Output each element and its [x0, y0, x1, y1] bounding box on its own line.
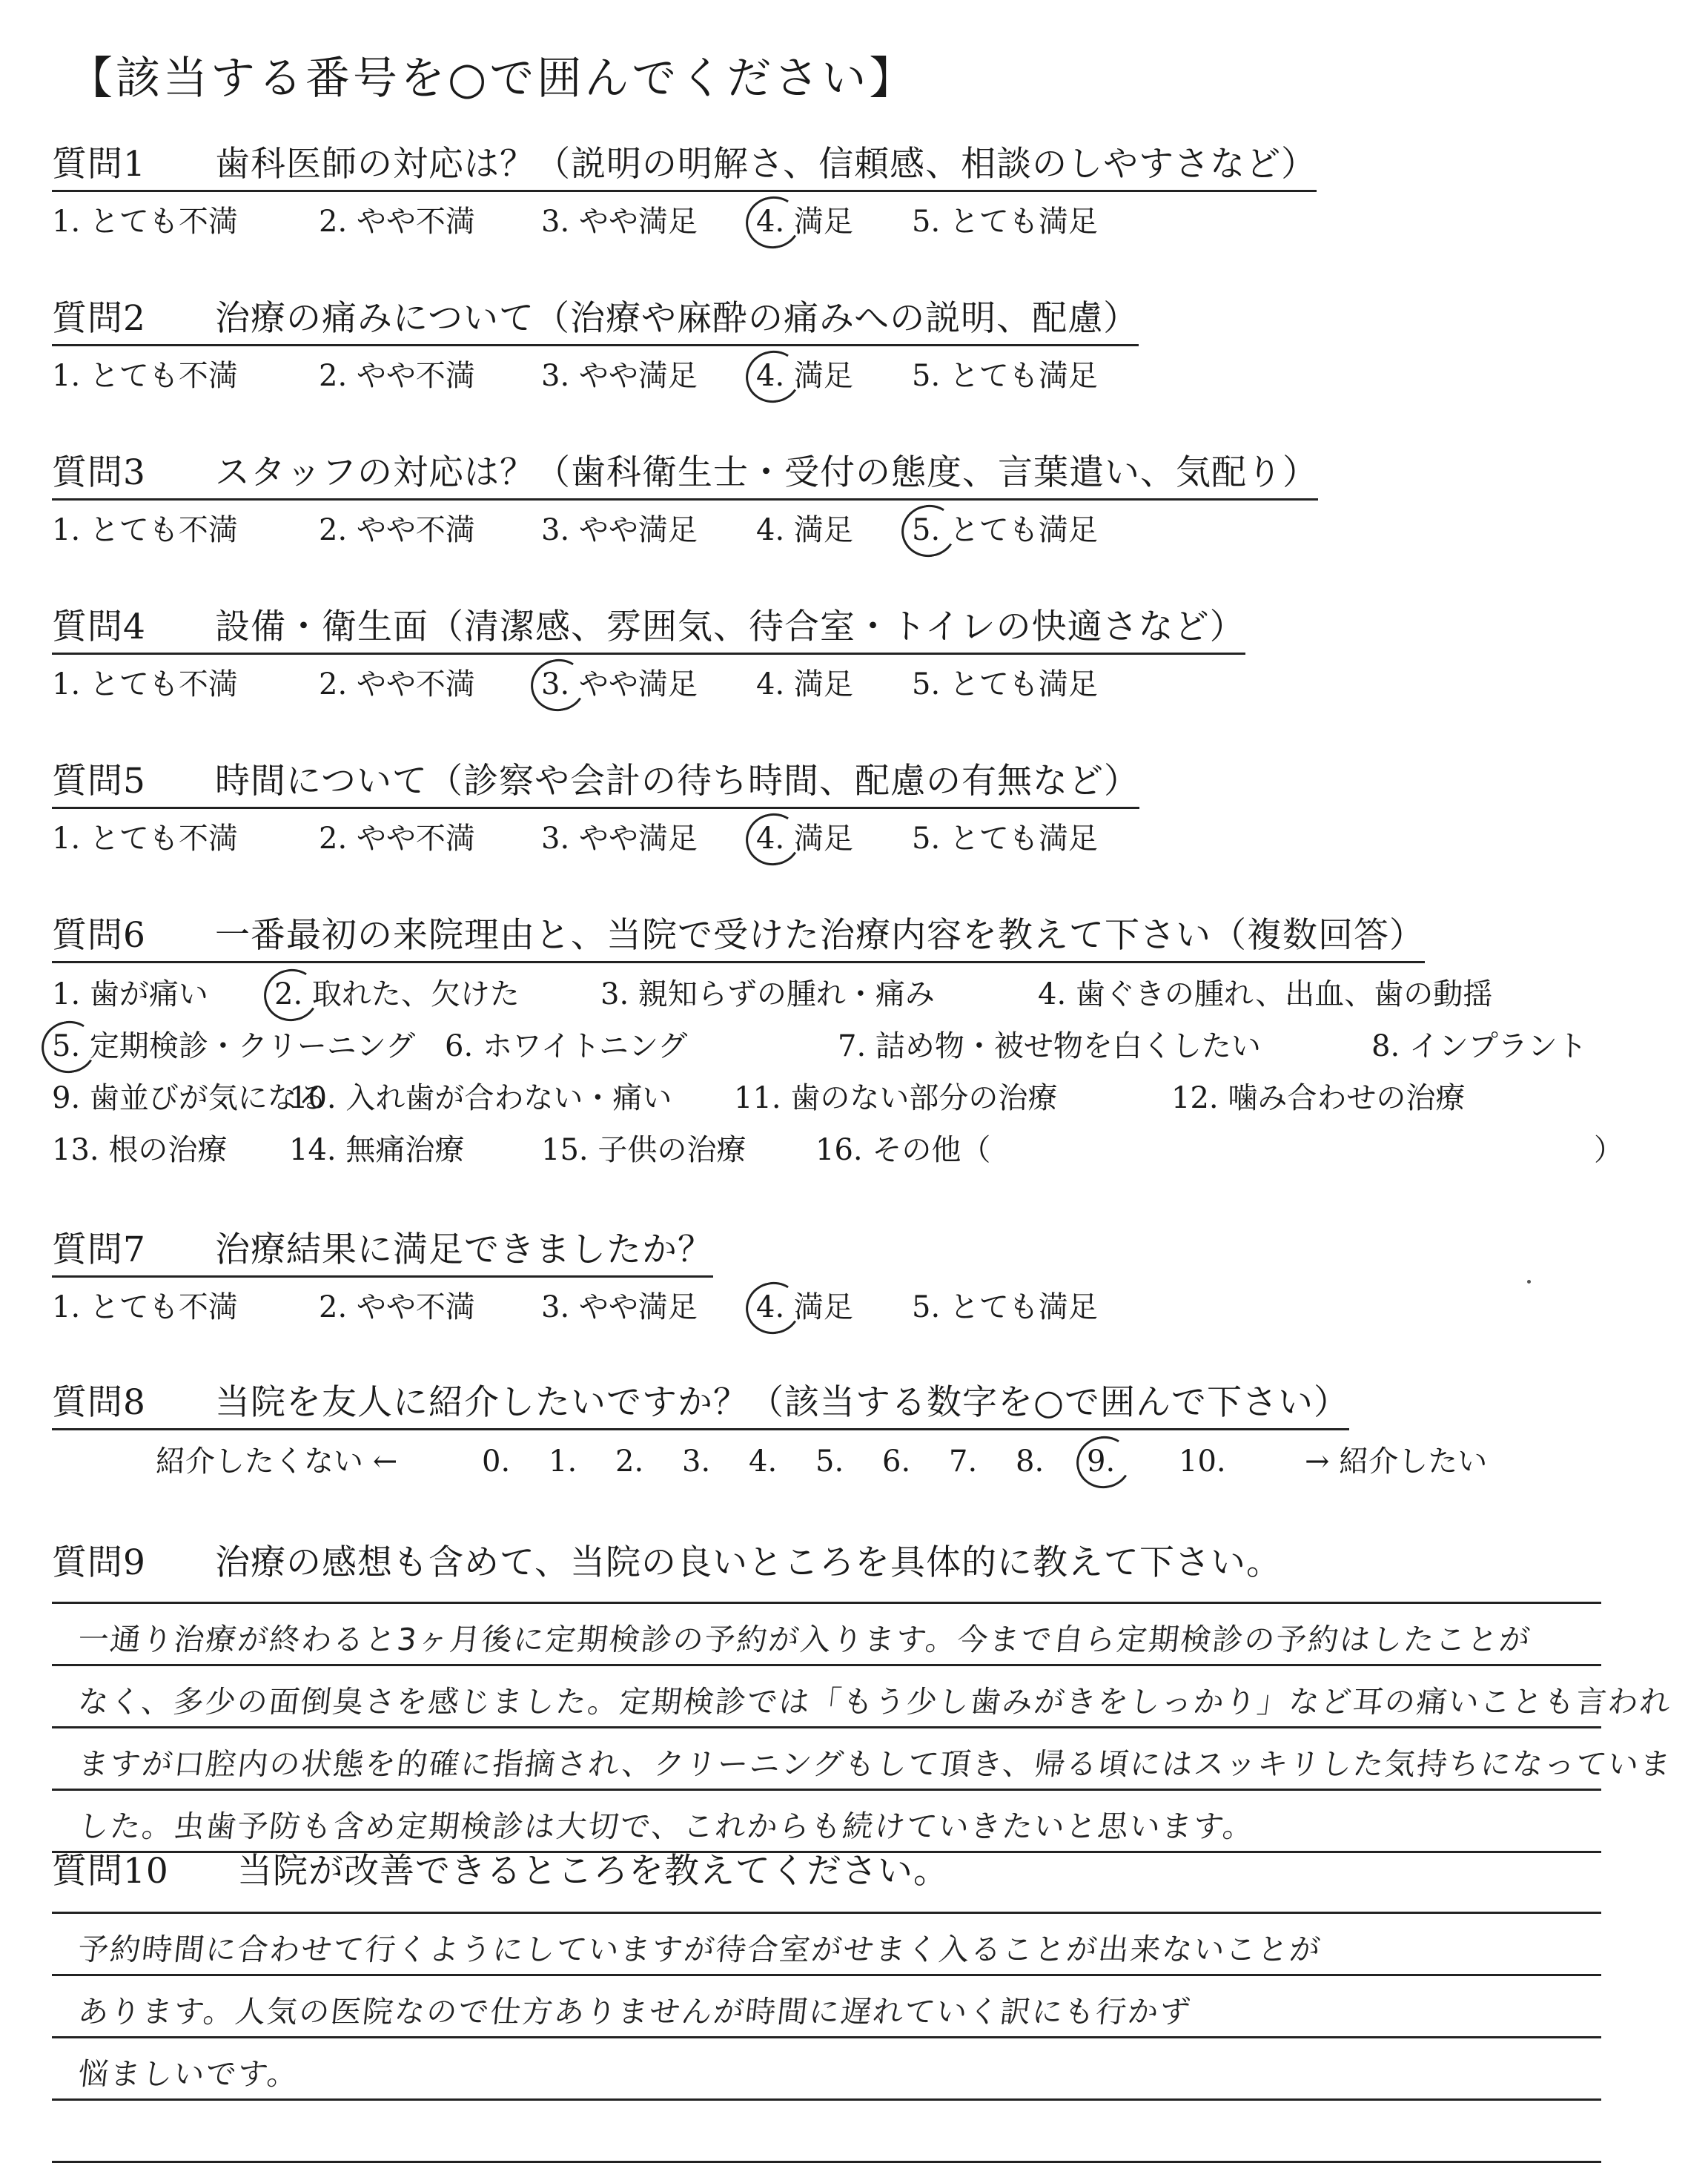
q8-option-5[interactable]: 5.	[815, 1444, 844, 1479]
q6-option-15[interactable]: 15. 子供の治療	[541, 1133, 747, 1167]
q6-number: 質問6	[52, 915, 146, 956]
q6-other-close: ）	[1594, 1133, 1623, 1167]
q5-option-4[interactable]: 4. 満足	[756, 822, 853, 856]
q7-option-4[interactable]: 4. 満足	[756, 1290, 853, 1324]
q3-text: スタッフの対応は？（歯科衛生士・受付の態度、言葉遣い、気配り）	[215, 452, 1318, 493]
q5-number: 質問5	[52, 761, 146, 802]
q1-option-3[interactable]: 3. やや満足	[541, 205, 698, 239]
q6-option-13[interactable]: 13. 根の治療	[52, 1133, 228, 1167]
page-heading: 【該当する番号を○で囲んでください】	[68, 53, 917, 105]
q9-title	[52, 1541, 1282, 1585]
q10-rule-line	[52, 2036, 1601, 2038]
q2-option-5[interactable]: 5. とても満足	[912, 359, 1098, 393]
q5-option-1[interactable]: 1. とても不満	[52, 822, 238, 856]
q7-option-2[interactable]: 2. やや不満	[319, 1290, 475, 1324]
q1-option-2[interactable]: 2. やや不満	[319, 205, 475, 239]
q4-number: 質問4	[52, 607, 146, 647]
q8-option-4[interactable]: 4.	[749, 1444, 778, 1479]
q4-option-1[interactable]: 1. とても不満	[52, 667, 238, 701]
q6-option-2[interactable]: 2. 取れた、欠けた	[274, 977, 520, 1011]
q6-text: 一番最初の来院理由と、当院で受けた治療内容を教えて下さい（複数回答）	[215, 915, 1425, 956]
q8-option-6[interactable]: 6.	[882, 1444, 911, 1479]
q3-option-2[interactable]: 2. やや不満	[319, 513, 475, 547]
q5-option-2[interactable]: 2. やや不満	[319, 822, 475, 856]
q8-option-2[interactable]: 2.	[615, 1444, 644, 1479]
q9-answer-line: なく、多少の面倒臭さを感じました。定期検診では「もう少し歯みがきをしっかり」など耳の痛いことも言われ	[76, 1684, 1674, 1720]
q3-option-5[interactable]: 5. とても満足	[912, 513, 1098, 547]
q4-title	[52, 605, 1245, 655]
q1-number: 質問1	[52, 144, 146, 185]
q7-text: 治療結果に満足できましたか？	[215, 1229, 713, 1270]
q8-option-8[interactable]: 8.	[1016, 1444, 1045, 1479]
q9-answer-line: した。虫歯予防も含め定期検診は大切で、これからも続けていきたいと思います。	[76, 1809, 1257, 1844]
q10-rule-line	[52, 1974, 1601, 1976]
q6-option-4[interactable]: 4. 歯ぐきの腫れ、出血、歯の動揺	[1038, 977, 1493, 1011]
q8-option-0[interactable]: 0.	[482, 1444, 511, 1479]
q10-answer-area[interactable]	[52, 1912, 1601, 2161]
q2-option-4[interactable]: 4. 満足	[756, 359, 853, 393]
q6-option-6[interactable]: 6. ホワイトニング	[445, 1029, 688, 1063]
q9-answer-area[interactable]	[52, 1602, 1674, 1851]
q1-option-1[interactable]: 1. とても不満	[52, 205, 238, 239]
q6-option-9[interactable]: 9. 歯並びが気になる	[52, 1081, 327, 1115]
q2-option-2[interactable]: 2. やや不満	[319, 359, 475, 393]
q6-option-11[interactable]: 11. 歯のない部分の治療	[734, 1081, 1058, 1115]
q10-text: 当院が改善できるところを教えてください。	[237, 1851, 949, 1892]
q5-text: 時間について（診察や会計の待ち時間、配慮の有無など）	[215, 761, 1140, 802]
q1-text: 歯科医師の対応は？（説明の明解さ、信頼感、相談のしやすさなど）	[215, 144, 1317, 185]
q6-option-3[interactable]: 3. 親知らずの腫れ・痛み	[600, 977, 935, 1011]
q7-number: 質問7	[52, 1229, 146, 1270]
q9-rule-line	[52, 1726, 1601, 1728]
q9-text: 治療の感想も含めて、当院の良いところを具体的に教えて下さい。	[215, 1542, 1282, 1583]
q6-title	[52, 914, 1425, 963]
q3-option-4[interactable]: 4. 満足	[756, 513, 853, 547]
q1-option-4[interactable]: 4. 満足	[756, 205, 853, 239]
q10-number: 質問10	[52, 1851, 169, 1892]
q7-option-3[interactable]: 3. やや満足	[541, 1290, 698, 1324]
q7-option-5[interactable]: 5. とても満足	[912, 1290, 1098, 1324]
q6-option-16[interactable]: 16. その他（	[815, 1133, 991, 1167]
q2-number: 質問2	[52, 298, 146, 339]
q10-rule-line	[52, 1912, 1601, 1914]
q9-answer-line: ますが口腔内の状態を的確に指摘され、クリーニングもして頂き、帰る頃にはスッキリした気持ちになっていま	[76, 1746, 1674, 1782]
q4-option-4[interactable]: 4. 満足	[756, 667, 853, 701]
q1-option-5[interactable]: 5. とても満足	[912, 205, 1098, 239]
q8-option-7[interactable]: 7.	[949, 1444, 978, 1479]
q8-left-label: 紹介したくない ←	[156, 1444, 398, 1479]
q9-answer-line: 一通り治療が終わると3ヶ月後に定期検診の予約が入ります。今まで自ら定期検診の予約はしたことが	[76, 1622, 1533, 1657]
q8-option-3[interactable]: 3.	[682, 1444, 711, 1479]
q4-option-3[interactable]: 3. やや満足	[541, 667, 698, 701]
q4-option-2[interactable]: 2. やや不満	[319, 667, 475, 701]
q8-option-10[interactable]: 10.	[1179, 1444, 1226, 1479]
q6-option-10[interactable]: 10. 入れ歯が合わない・痛い	[289, 1081, 672, 1115]
q3-number: 質問3	[52, 452, 146, 493]
q10-answer-line: あります。人気の医院なので仕方ありませんが時間に遅れていく訳にも行かず	[76, 1994, 1194, 2030]
q8-right-label: → 紹介したい	[1305, 1444, 1488, 1479]
q4-option-5[interactable]: 5. とても満足	[912, 667, 1098, 701]
q9-rule-line	[52, 1789, 1601, 1791]
q7-title	[52, 1228, 713, 1278]
q8-option-9[interactable]: 9.	[1087, 1444, 1116, 1479]
q7-option-1[interactable]: 1. とても不満	[52, 1290, 238, 1324]
q8-option-1[interactable]: 1.	[549, 1444, 577, 1479]
q2-option-1[interactable]: 1. とても不満	[52, 359, 238, 393]
q2-option-3[interactable]: 3. やや満足	[541, 359, 698, 393]
q10-answer-line: 悩ましいです。	[76, 2056, 301, 2092]
q5-title	[52, 759, 1139, 809]
q3-option-1[interactable]: 1. とても不満	[52, 513, 238, 547]
q1-title	[52, 142, 1317, 192]
q2-text: 治療の痛みについて（治療や麻酔の痛みへの説明、配慮）	[215, 298, 1139, 339]
q4-text: 設備・衛生面（清潔感、雰囲気、待合室・トイレの快適さなど）	[215, 607, 1245, 647]
q10-title	[52, 1849, 949, 1894]
q6-option-8[interactable]: 8. インプラント	[1371, 1029, 1587, 1063]
q8-title	[52, 1381, 1349, 1430]
q3-title	[52, 451, 1318, 501]
q10-answer-line: 予約時間に合わせて行くようにしていますが待合室がせまく入ることが出来ないことが	[76, 1932, 1324, 1967]
q5-option-3[interactable]: 3. やや満足	[541, 822, 698, 856]
q10-rule-line	[52, 2098, 1601, 2101]
q9-rule-line	[52, 1602, 1601, 1604]
q8-text: 当院を友人に紹介したいですか？（該当する数字を○で囲んで下さい）	[215, 1382, 1350, 1423]
q6-option-12[interactable]: 12. 噛み合わせの治療	[1171, 1081, 1466, 1115]
q5-option-5[interactable]: 5. とても満足	[912, 822, 1098, 856]
q6-option-5[interactable]: 5. 定期検診・クリーニング	[52, 1029, 416, 1063]
q2-title	[52, 297, 1139, 346]
q6-option-1[interactable]: 1. 歯が痛い	[52, 977, 208, 1011]
q8-number: 質問8	[52, 1382, 146, 1423]
q6-option-14[interactable]: 14. 無痛治療	[289, 1133, 465, 1167]
q3-option-3[interactable]: 3. やや満足	[541, 513, 698, 547]
q9-rule-line	[52, 1664, 1601, 1666]
q9-number: 質問9	[52, 1542, 146, 1583]
q6-option-7[interactable]: 7. 詰め物・被せ物を白くしたい	[838, 1029, 1261, 1063]
stray-dot	[1527, 1280, 1531, 1284]
